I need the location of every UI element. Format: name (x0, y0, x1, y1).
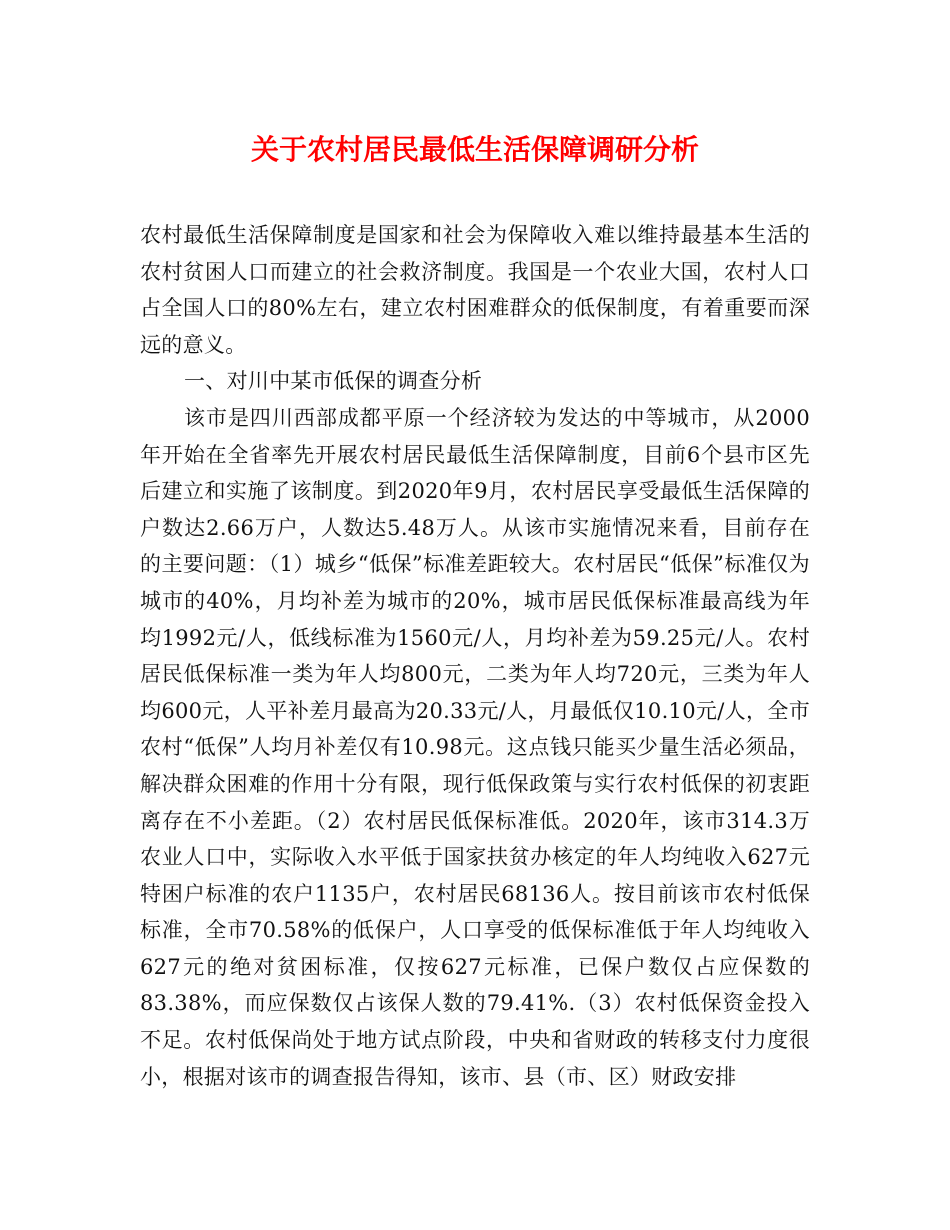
intro-paragraph: 农村最低生活保障制度是国家和社会为保障收入难以维持最基本生活的农村贫困人口而建立的社会救济制度。我国是一个农业大国，农村人口占全国人口的80%左右，建立农村困难群众的低保制度，有着重要而深远的意义。 (140, 223, 810, 357)
document-body (140, 217, 810, 1095)
analysis-paragraph: 该市是四川西部成都平原一个经济较为发达的中等城市，从2000年开始在全省率先开展农村居民最低生活保障制度，目前6个县市区先后建立和实施了该制度。到2020年9月，农村居民享受最低生活保障的户数达2.66万户，人数达5.48万人。从该市实施情况来看，目前存在的主要问题：（1）城乡“低保”标准差距较大。农村居民“低保”标准仅为城市的40%，月均补差为城市的20%，城市居民低保标准最高线为年均1992元/人，低线标准为1560元/人，月均补差为59.25元/人。农村居民低保标准一类为年人均800元，二类为年人均720元，三类为年人均600元，人平补差月最高为20.33元/人，月最低仅10.10元/人，全市农村“低保”人均月补差仅有10.98元。这点钱只能买少量生活必须品，解决群众困难的作用十分有限，现行低保政策与实行农村低保的初衷距离存在不小差距。（2）农村居民低保标准低。2020年，该市314.3万农业人口中，实际收入水平低于国家扶贫办核定的年人均纯收入627元特困户标准的农户1135户，农村居民68136人。按目前该市农村低保标准，全市70.58%的低保户，人口享受的低保标准低于年人均纯收入627元的绝对贫困标准，仅按627元标准，已保户数仅占应保数的83.38%，而应保数仅占该保人数的79.41%.（3）农村低保资金投入不足。农村低保尚处于地方试点阶段，中央和省财政的转移支付力度很小，根据对该市的调查报告得知，该市、县（市、区）财政安排 (140, 405, 810, 1089)
section-heading: 一、对川中某市低保的调查分析 (184, 369, 483, 394)
document-title: 关于农村居民最低生活保障调研分析 (250, 133, 699, 166)
